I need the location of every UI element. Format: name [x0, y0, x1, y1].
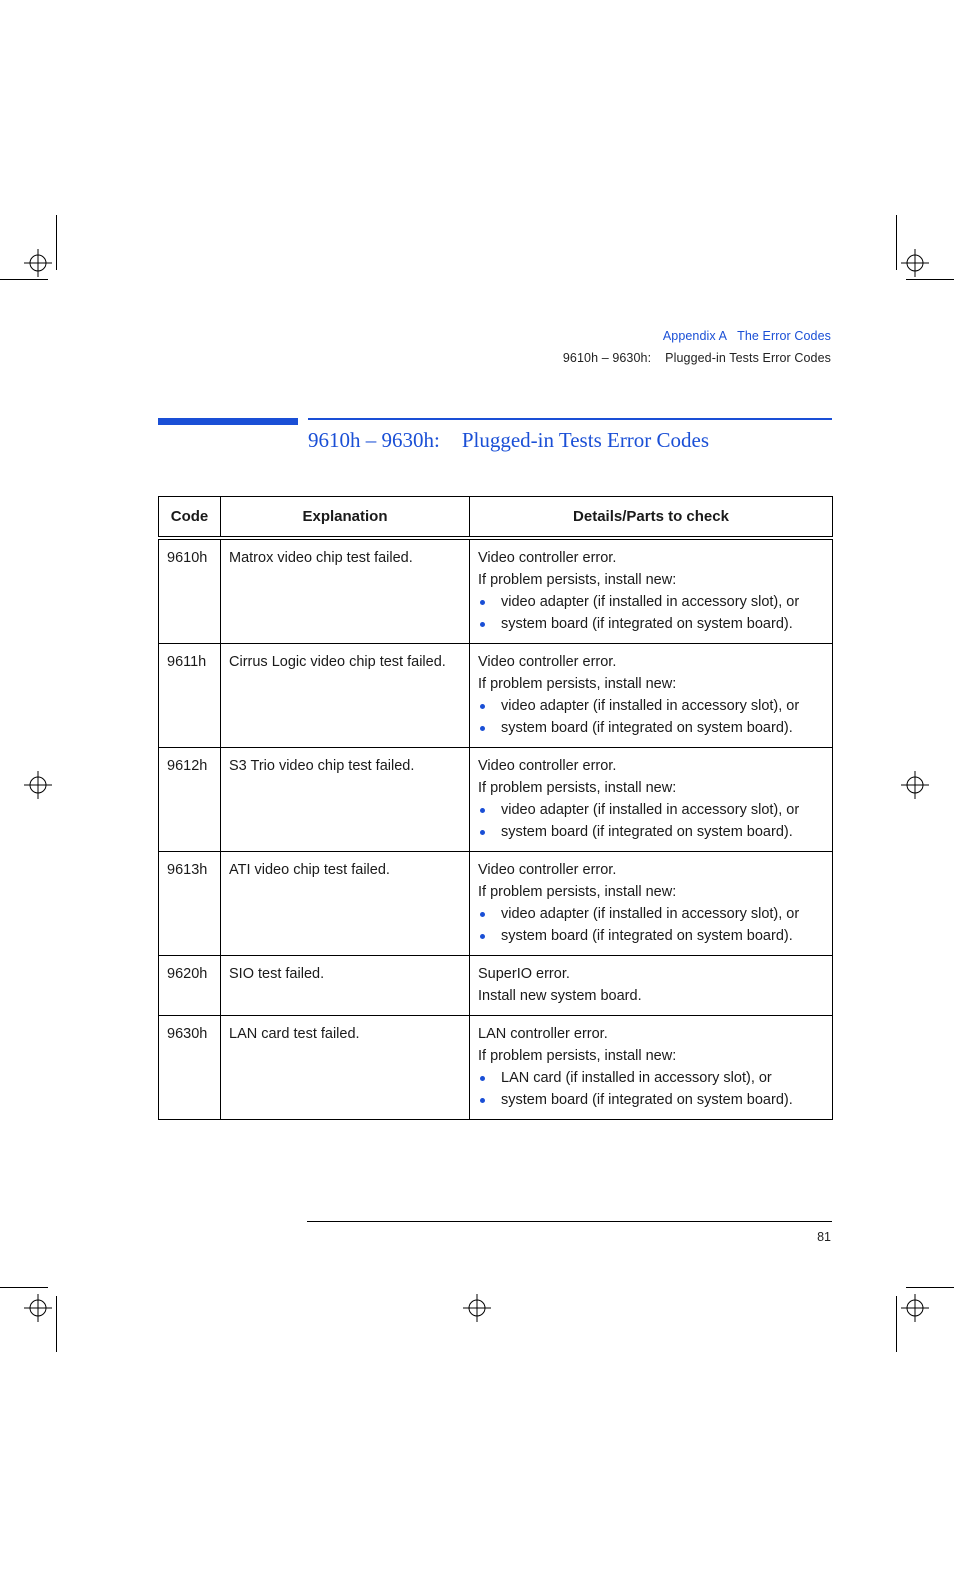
- registration-mark-icon: [24, 249, 52, 277]
- page-title: [308, 428, 709, 453]
- table-row: [159, 1016, 833, 1120]
- registration-mark-icon: [901, 249, 929, 277]
- parts-list: [478, 903, 824, 947]
- error-details: [470, 538, 833, 644]
- error-explanation: Matrox video chip test failed.: [221, 538, 470, 644]
- parts-list-item: system board (if integrated on system board).: [478, 1089, 824, 1111]
- appendix-label: Appendix A: [662, 329, 728, 343]
- error-explanation: Cirrus Logic video chip test failed.: [221, 644, 470, 748]
- registration-mark-icon: [24, 771, 52, 799]
- page-title-text: Plugged-in Tests Error Codes: [461, 428, 710, 452]
- crop-mark: [906, 279, 954, 280]
- title-accent-bar: [158, 418, 298, 425]
- details-line: Video controller error.: [478, 654, 617, 670]
- error-details: [470, 852, 833, 956]
- crop-mark: [0, 279, 48, 280]
- error-explanation: LAN card test failed.: [221, 1016, 470, 1120]
- column-header-explanation: Explanation: [221, 497, 470, 539]
- title-rule: [308, 418, 832, 420]
- crop-mark: [0, 1287, 48, 1288]
- section-label: Plugged-in Tests Error Codes: [665, 351, 831, 365]
- error-details: [470, 644, 833, 748]
- table-row: [159, 748, 833, 852]
- error-code: 9612h: [159, 748, 221, 852]
- error-code: 9620h: [159, 956, 221, 1016]
- table-row: [159, 644, 833, 748]
- details-line: Video controller error.: [478, 550, 617, 566]
- parts-list: [478, 799, 824, 843]
- registration-mark-icon: [901, 771, 929, 799]
- parts-list-item: video adapter (if installed in accessory slot), or: [478, 695, 824, 717]
- crop-mark: [56, 1296, 57, 1352]
- table-row: [159, 956, 833, 1016]
- error-details: [470, 748, 833, 852]
- running-head-chapter: [663, 329, 831, 343]
- details-line: If problem persists, install new:: [478, 1048, 677, 1064]
- section-range: 9610h – 9630h:: [562, 351, 652, 365]
- error-explanation: S3 Trio video chip test failed.: [221, 748, 470, 852]
- chapter-label: The Error Codes: [737, 329, 831, 343]
- column-header-code: Code: [159, 497, 221, 539]
- details-line: Install new system board.: [478, 988, 642, 1004]
- error-code: 9630h: [159, 1016, 221, 1120]
- details-line: If problem persists, install new:: [478, 676, 677, 692]
- table-row: [159, 538, 833, 644]
- parts-list: [478, 591, 824, 635]
- parts-list-item: system board (if integrated on system board).: [478, 613, 824, 635]
- page-title-range: 9610h – 9630h:: [308, 428, 440, 452]
- parts-list-item: system board (if integrated on system board).: [478, 821, 824, 843]
- table-header-row: [159, 497, 833, 539]
- parts-list-item: system board (if integrated on system board).: [478, 717, 824, 739]
- error-code: 9610h: [159, 538, 221, 644]
- details-line: LAN controller error.: [478, 1026, 608, 1042]
- registration-mark-icon: [901, 1294, 929, 1322]
- details-line: If problem persists, install new:: [478, 780, 677, 796]
- registration-mark-icon: [463, 1294, 491, 1322]
- crop-mark: [906, 1287, 954, 1288]
- details-line: Video controller error.: [478, 862, 617, 878]
- details-line: Video controller error.: [478, 758, 617, 774]
- registration-mark-icon: [24, 1294, 52, 1322]
- error-code: 9613h: [159, 852, 221, 956]
- footer-rule: [307, 1221, 832, 1222]
- page-number: 81: [817, 1230, 831, 1244]
- parts-list-item: video adapter (if installed in accessory slot), or: [478, 903, 824, 925]
- parts-list: [478, 695, 824, 739]
- parts-list-item: LAN card (if installed in accessory slot), or: [478, 1067, 824, 1089]
- error-explanation: ATI video chip test failed.: [221, 852, 470, 956]
- crop-mark: [56, 215, 57, 270]
- error-explanation: SIO test failed.: [221, 956, 470, 1016]
- error-details: [470, 956, 833, 1016]
- column-header-details: Details/Parts to check: [470, 497, 833, 539]
- table-row: [159, 852, 833, 956]
- parts-list-item: video adapter (if installed in accessory slot), or: [478, 799, 824, 821]
- parts-list-item: video adapter (if installed in accessory slot), or: [478, 591, 824, 613]
- details-line: SuperIO error.: [478, 966, 570, 982]
- crop-mark: [896, 215, 897, 270]
- crop-mark: [896, 1296, 897, 1352]
- details-line: If problem persists, install new:: [478, 572, 677, 588]
- running-head-section: [563, 351, 831, 365]
- parts-list-item: system board (if integrated on system board).: [478, 925, 824, 947]
- error-codes-table: [158, 496, 833, 1120]
- error-details: [470, 1016, 833, 1120]
- details-line: If problem persists, install new:: [478, 884, 677, 900]
- parts-list: [478, 1067, 824, 1111]
- error-code: 9611h: [159, 644, 221, 748]
